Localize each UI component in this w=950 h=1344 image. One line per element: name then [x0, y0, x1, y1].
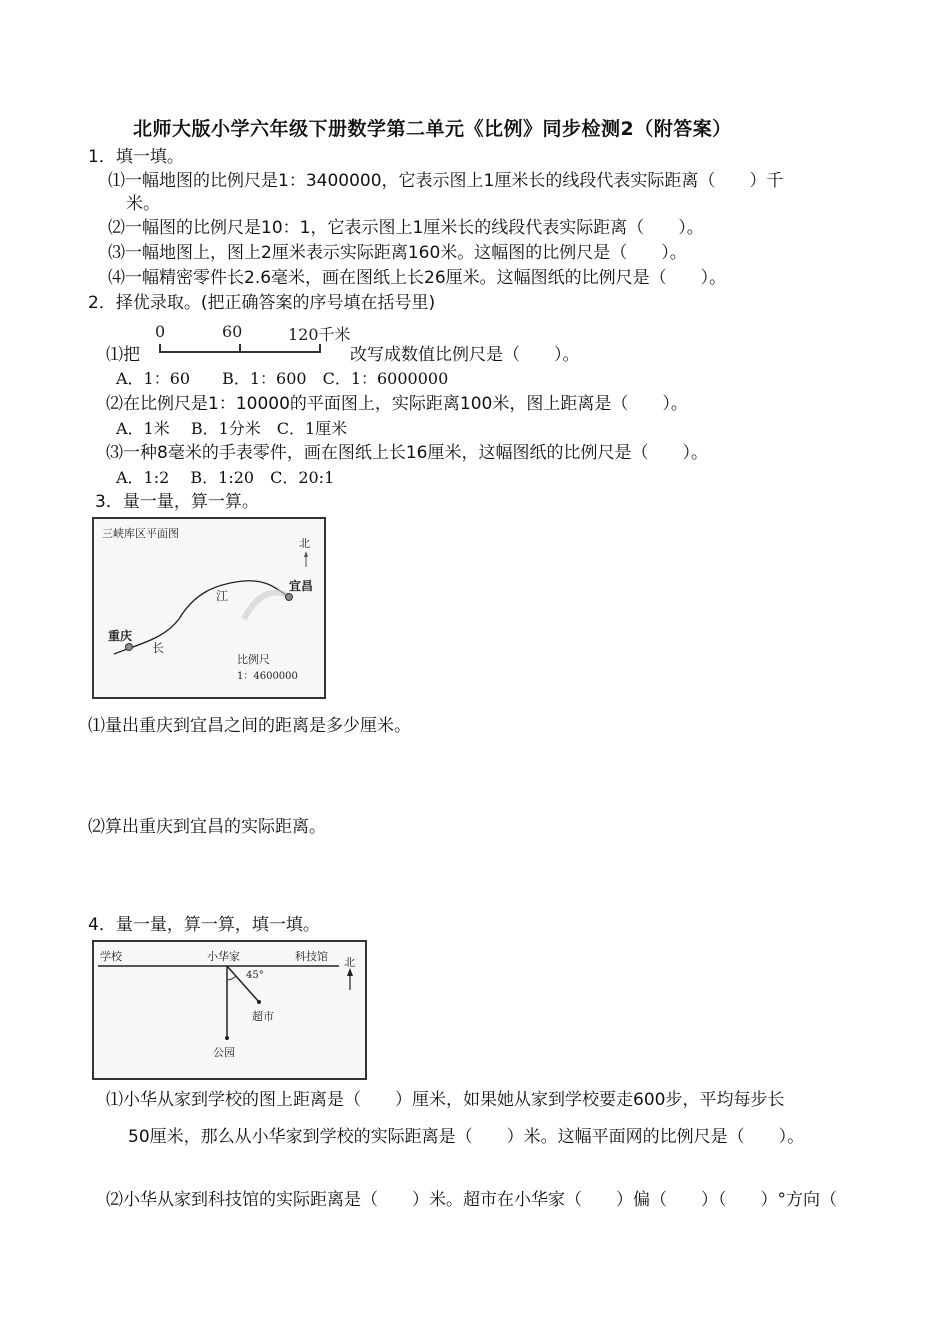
scale-tick-60: 60 — [222, 322, 243, 341]
school-label: 学校 — [100, 950, 122, 963]
q2-item2: ⑵在比例尺是1：10000的平面图上，实际距离100米，图上距离是（ ）。 — [106, 394, 688, 414]
q2-item3: ⑶一种8毫米的手表零件，画在图纸上长16厘米，这幅图纸的比例尺是（ ）。 — [106, 443, 708, 463]
angle-label: 45° — [246, 970, 264, 981]
q1-item1-line1: ⑴一幅地图的比例尺是1：3400000，它表示图上1厘米长的线段代表实际距离（ ）千 — [108, 171, 784, 191]
q3-item1: ⑴量出重庆到宜昌之间的距离是多少厘米。 — [88, 716, 411, 736]
q4-heading: 4．量一量，算一算，填一填。 — [88, 915, 320, 935]
north-label-2: 北 — [344, 956, 355, 969]
q2-item1-options: A．1：60 B．1：600 C．1：6000000 — [116, 369, 449, 388]
q1-item2: ⑵一幅图的比例尺是10：1，它表示图上1厘米长的线段代表实际距离（ ）。 — [108, 218, 704, 238]
map-scale-label: 比例尺 — [237, 653, 270, 666]
north-label: 北 — [299, 537, 310, 550]
park-label: 公园 — [213, 1046, 235, 1059]
q3-heading: 3．量一量，算一算。 — [95, 492, 259, 512]
yichang-label: 宜昌 — [289, 579, 314, 593]
q1-item4: ⑷一幅精密零件长2.6毫米，画在图纸上长26厘米。这幅图纸的比例尺是（ ）。 — [108, 268, 727, 288]
q4-item1-line2: 50厘米，那么从小华家到学校的实际距离是（ ）米。这幅平面网的比例尺是（ ）。 — [128, 1127, 805, 1147]
scale-tick-120: 120千米 — [288, 325, 351, 344]
q2-item2-options: A．1米 B．1分米 C．1厘米 — [116, 419, 348, 438]
museum-label: 科技馆 — [295, 950, 328, 963]
neighborhood-map — [92, 940, 367, 1080]
q4-item2: ⑵小华从家到科技馆的实际距离是（ ）米。超市在小华家（ ）偏（ ）（ ）°方向（ — [106, 1190, 837, 1210]
q3-item2: ⑵算出重庆到宜昌的实际距离。 — [88, 817, 326, 837]
page-title: 北师大版小学六年级下册数学第二单元《比例》同步检测2（附答案） — [133, 118, 732, 140]
market-label: 超市 — [252, 1010, 274, 1023]
three-gorges-map — [92, 517, 326, 699]
river-char-chang: 长 — [152, 641, 165, 655]
q2-item1-suffix: 改写成数值比例尺是（ ）。 — [350, 345, 580, 365]
q4-item1-line1: ⑴小华从家到学校的图上距离是（ ）厘米，如果她从家到学校要走600步，平均每步长 — [106, 1090, 785, 1110]
q2-heading: 2．择优录取。(把正确答案的序号填在括号里) — [88, 293, 436, 313]
q2-item1-prefix: ⑴把 — [106, 345, 140, 365]
map-title: 三峡库区平面图 — [102, 527, 179, 540]
home-label: 小华家 — [207, 950, 240, 963]
q1-item3: ⑶一幅地图上，图上2厘米表示实际距离160米。这幅图的比例尺是（ ）。 — [108, 243, 687, 263]
river-char-jiang: 江 — [216, 589, 229, 603]
map-scale-value: 1：4600000 — [237, 671, 298, 682]
chongqing-label: 重庆 — [108, 629, 133, 643]
q1-item1-line2: 米。 — [126, 194, 160, 214]
q1-heading: 1．填一填。 — [88, 147, 184, 167]
scale-tick-0: 0 — [155, 322, 166, 341]
scale-bar — [150, 340, 350, 360]
q2-item3-options: A．1:2 B．1:20 C．20:1 — [116, 468, 335, 487]
